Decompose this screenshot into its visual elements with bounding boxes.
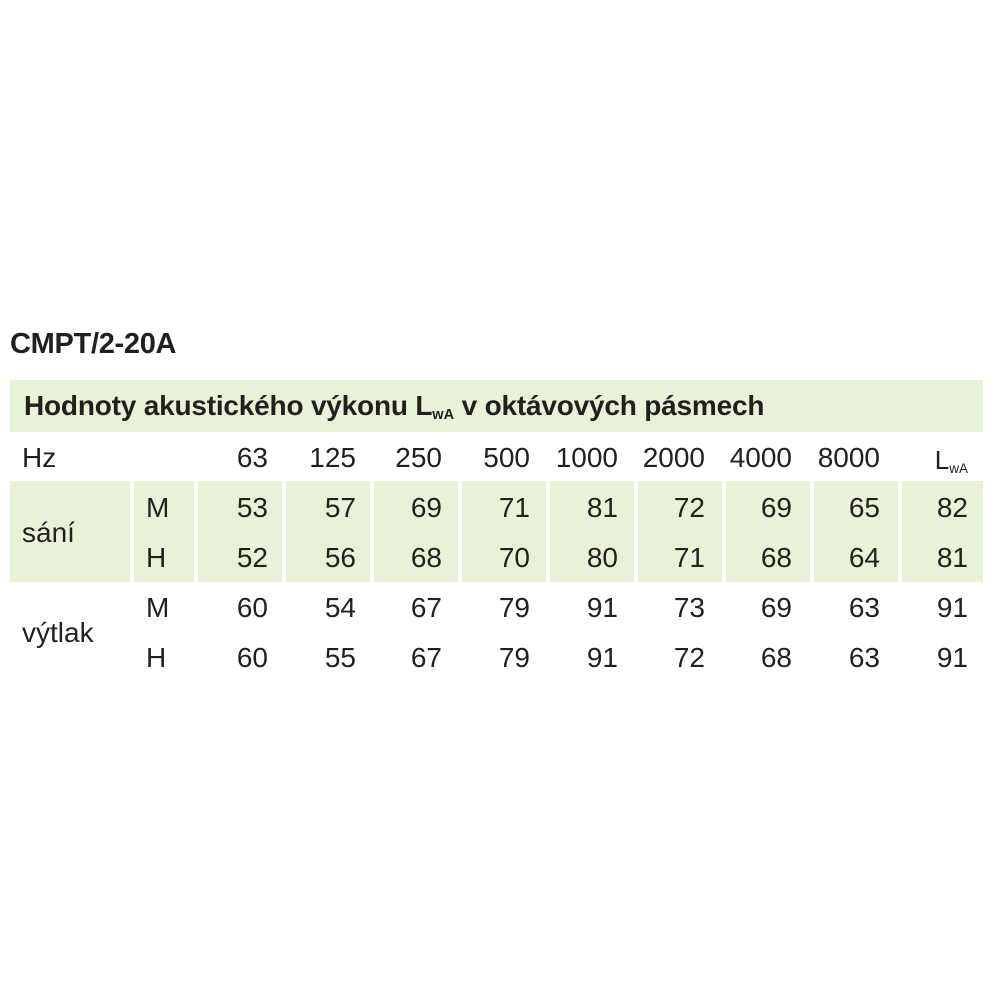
table-cell: 79 xyxy=(498,642,530,673)
table-cell: 73 xyxy=(673,592,705,623)
table-cell: 69 xyxy=(760,492,792,523)
table-cell-total: 91 xyxy=(936,642,968,673)
table-cell: 80 xyxy=(586,542,618,573)
caption-text-before: Hodnoty akustického výkonu L xyxy=(24,390,433,421)
table-cell: 79 xyxy=(498,592,530,623)
header-frequency: 125 xyxy=(309,442,356,473)
table-cell: 56 xyxy=(324,542,356,573)
table-cell: 68 xyxy=(410,542,442,573)
table-cell: 69 xyxy=(410,492,442,523)
row-mode: M xyxy=(146,492,170,523)
table-caption-banner xyxy=(10,380,983,432)
header-frequency: 4000 xyxy=(729,442,792,473)
table-cell: 65 xyxy=(848,492,880,523)
header-frequency: 63 xyxy=(236,442,268,473)
table-cell: 60 xyxy=(236,642,268,673)
table-cell: 71 xyxy=(673,542,705,573)
table-cell: 60 xyxy=(236,592,268,623)
caption-text-after: v oktávových pásmech xyxy=(454,390,765,421)
table-cell-total: 81 xyxy=(936,542,968,573)
table-cell: 63 xyxy=(848,592,880,623)
table-cell: 67 xyxy=(410,592,442,623)
row-mode: H xyxy=(146,542,167,573)
header-hz-label: Hz xyxy=(22,442,57,473)
header-frequency: 250 xyxy=(395,442,442,473)
table-cell: 63 xyxy=(848,642,880,673)
group-label: sání xyxy=(22,517,75,548)
table-cell: 70 xyxy=(498,542,530,573)
table-cell-total: 91 xyxy=(936,592,968,623)
header-frequency: 500 xyxy=(483,442,530,473)
table-cell: 81 xyxy=(586,492,618,523)
table-cell: 68 xyxy=(760,542,792,573)
table-cell: 71 xyxy=(498,492,530,523)
table-cell: 91 xyxy=(586,642,618,673)
table-cell: 52 xyxy=(236,542,268,573)
table-cell: 67 xyxy=(410,642,442,673)
header-frequency: 2000 xyxy=(642,442,705,473)
table-caption xyxy=(24,388,764,433)
table-cell: 64 xyxy=(848,542,880,573)
table-cell: 57 xyxy=(324,492,356,523)
model-title: CMPT/2-20A xyxy=(10,328,177,360)
header-frequency: 8000 xyxy=(817,442,880,473)
table-cell: 68 xyxy=(760,642,792,673)
table-cell: 53 xyxy=(236,492,268,523)
caption-subscript: wA xyxy=(432,407,455,423)
header-total-label xyxy=(878,440,968,489)
table-cell: 69 xyxy=(760,592,792,623)
table-cell: 72 xyxy=(673,642,705,673)
row-mode: H xyxy=(146,642,167,673)
group-label: výtlak xyxy=(22,617,94,648)
header-total-letter: L xyxy=(934,445,950,475)
header-total-subscript: wA xyxy=(949,461,968,476)
table-cell: 72 xyxy=(673,492,705,523)
header-frequency: 1000 xyxy=(555,442,618,473)
row-mode: M xyxy=(146,592,170,623)
table-cell: 91 xyxy=(586,592,618,623)
table-cell: 55 xyxy=(324,642,356,673)
table-cell-total: 82 xyxy=(936,492,968,523)
table-cell: 54 xyxy=(324,592,356,623)
